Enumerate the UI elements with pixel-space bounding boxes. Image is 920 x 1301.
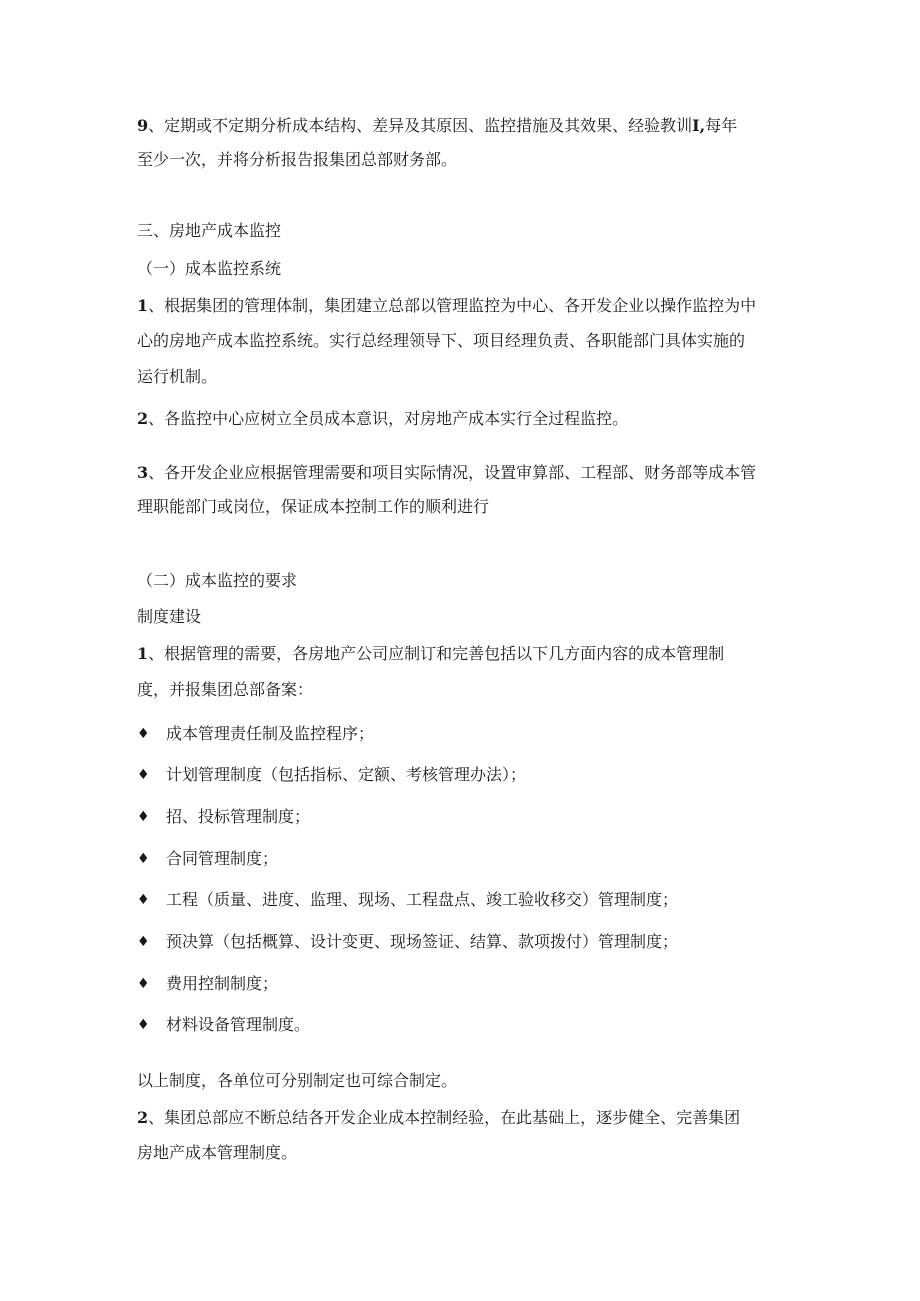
bullet-diamond-icon: ♦: [137, 809, 150, 825]
bullet-item: 费用控制制度；: [166, 974, 279, 993]
item1-text: 、根据集团的管理体制，集团建立总部以管理监控为中心、各开发企业以操作监控为中: [148, 296, 757, 315]
item3-text: 、各开发企业应根据管理需要和项目实际情况，设置审算部、工程部、财务部等成本管: [148, 463, 757, 482]
section9-bold-mark: I,: [692, 116, 706, 135]
item1-line1: [137, 295, 756, 317]
bullet-item: 工程（质量、进度、监理、现场、工程盘点、竣工验收移交）管理制度；: [166, 890, 679, 909]
bullet-item: 计划管理制度（包括指标、定额、考核管理办法）；: [166, 765, 527, 784]
req2-line1: [137, 1107, 740, 1129]
req2-line2: 房地产成本管理制度。: [137, 1143, 298, 1162]
subsection-heading-2: （二）成本监控的要求: [137, 571, 298, 590]
req2-number: 2: [137, 1108, 149, 1127]
item2-line1: [137, 408, 628, 430]
bullet-diamond-icon: ♦: [137, 767, 150, 783]
section9-tail: 每年: [705, 116, 738, 135]
item1-line2: 心的房地产成本监控系统。实行总经理领导下、项目经理负责、各职能部门具体实施的: [137, 331, 746, 350]
bullet-item: 成本管理责任制及监控程序；: [166, 724, 375, 743]
section9-text: 、定期或不定期分析成本结构、差异及其原因、监控措施及其效果、经验教训: [148, 116, 693, 135]
bullet-item: 招、投标管理制度；: [166, 807, 311, 826]
item3-line1: [137, 462, 756, 484]
item2-text: 、各监控中心应树立全员成本意识，对房地产成本实行全过程监控。: [148, 409, 629, 428]
bullet-diamond-icon: ♦: [137, 934, 150, 950]
bullet-item: 预决算（包括概算、设计变更、现场签证、结算、款项拨付）管理制度；: [166, 932, 679, 951]
req1-line1: [137, 643, 724, 665]
section9-line2: 至少一次，并将分析报告报集团总部财务部。: [137, 150, 458, 169]
item3-number: 3: [137, 463, 149, 482]
bullet-item: 合同管理制度；: [166, 849, 279, 868]
req1-text: 、根据管理的需要，各房地产公司应制订和完善包括以下几方面内容的成本管理制: [148, 644, 725, 663]
bullet-item: 材料设备管理制度。: [166, 1015, 311, 1034]
item3-line2: 理职能部门或岗位，保证成本控制工作的顺利进行: [137, 497, 490, 516]
bullet-diamond-icon: ♦: [137, 976, 150, 992]
req1-number: 1: [137, 644, 149, 663]
item1-number: 1: [137, 296, 149, 315]
bullet-diamond-icon: ♦: [137, 1017, 150, 1033]
bullet-diamond-icon: ♦: [137, 892, 150, 908]
section-heading: 三、房地产成本监控: [137, 221, 282, 240]
subhead-system-building: 制度建设: [137, 607, 202, 626]
bullet-diamond-icon: ♦: [137, 851, 150, 867]
section9-number: 9: [137, 116, 149, 135]
subsection-heading-1: （一）成本监控系统: [137, 259, 282, 278]
item1-line3: 运行机制。: [137, 367, 218, 386]
req2-text: 、集团总部应不断总结各开发企业成本控制经验，在此基础上，逐步健全、完善集团: [148, 1108, 741, 1127]
req1-line2: 度，并报集团总部备案：: [137, 680, 314, 699]
section9-line1: [137, 115, 737, 137]
summary-text: 以上制度，各单位可分别制定也可综合制定。: [137, 1071, 458, 1090]
item2-number: 2: [137, 409, 149, 428]
bullet-diamond-icon: ♦: [137, 726, 150, 742]
